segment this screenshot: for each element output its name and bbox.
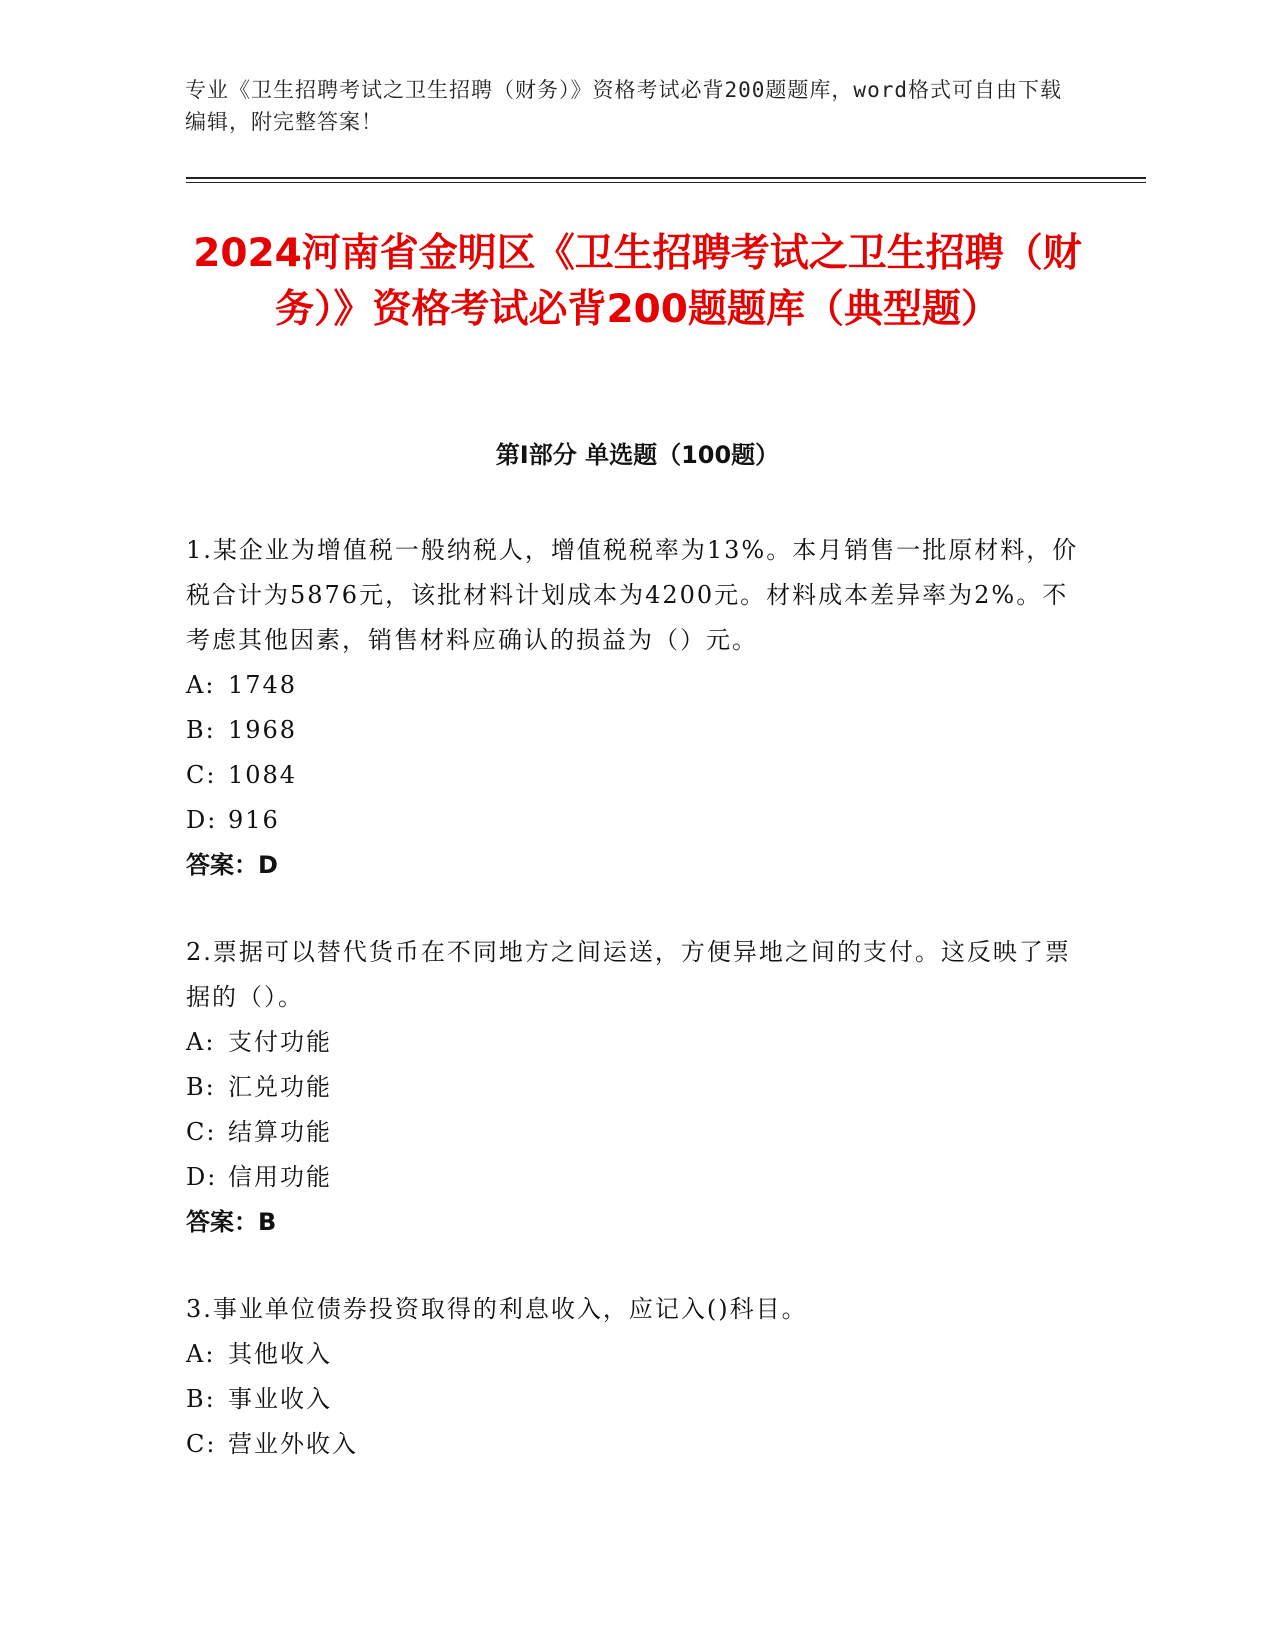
option-letter: A: (186, 1028, 216, 1056)
option-b (186, 1377, 1086, 1422)
option-c (186, 753, 1086, 798)
option-text: 营业外收入 (228, 1430, 358, 1458)
option-text: 信用功能 (228, 1163, 332, 1191)
option-text: 汇兑功能 (228, 1073, 332, 1101)
option-a (186, 1020, 1086, 1065)
option-letter: C: (186, 1118, 217, 1146)
option-text: 1968 (228, 716, 298, 744)
header-divider-thin (186, 182, 1146, 183)
option-b (186, 708, 1086, 753)
section-title: 第Ⅰ部分 单选题（100题） (495, 441, 780, 469)
option-text: 1084 (228, 761, 298, 789)
option-d (186, 1155, 1086, 1200)
option-letter: B: (186, 716, 216, 744)
document-title: 2024河南省金明区《卫生招聘考试之卫生招聘（财务）》资格考试必背200题题库（典型题） (193, 231, 1082, 332)
option-letter: D: (186, 1163, 218, 1191)
option-c (186, 1110, 1086, 1155)
option-letter: C: (186, 761, 217, 789)
question-item (186, 1287, 1086, 1467)
option-text: 1748 (228, 671, 298, 699)
question-item (186, 930, 1086, 1245)
header-divider-thick (186, 177, 1146, 179)
answer-line: 答案：D (186, 851, 278, 879)
option-letter: C: (186, 1430, 217, 1458)
option-text: 916 (228, 806, 280, 834)
option-letter: B: (186, 1385, 216, 1413)
question-stem: 3.事业单位债券投资取得的利息收入，应记入()科目。 (186, 1295, 808, 1323)
option-letter: B: (186, 1073, 216, 1101)
option-a (186, 1332, 1086, 1377)
answer-line: 答案：B (186, 1208, 277, 1236)
option-text: 其他收入 (228, 1340, 332, 1368)
option-text: 事业收入 (228, 1385, 332, 1413)
option-text: 支付功能 (228, 1028, 332, 1056)
option-letter: A: (186, 671, 216, 699)
option-letter: D: (186, 806, 218, 834)
question-stem: 1.某企业为增值税一般纳税人，增值税税率为13%。本月销售一批原材料，价税合计为5876元，该批材料计划成本为4200元。材料成本差异率为2%。不考虑其他因素，销售材料应确认的损益为（）元。 (186, 536, 1079, 654)
option-c (186, 1422, 1086, 1467)
question-item (186, 528, 1086, 888)
option-d (186, 798, 1086, 843)
option-a (186, 663, 1086, 708)
question-stem: 2.票据可以替代货币在不同地方之间运送，方便异地之间的支付。这反映了票据的（）。 (186, 938, 1071, 1011)
header-note: 专业《卫生招聘考试之卫生招聘（财务）》资格考试必背200题题库，word格式可自由下载编辑，附完整答案！ (185, 78, 1062, 134)
question-list (186, 528, 1086, 1509)
option-letter: A: (186, 1340, 216, 1368)
option-b (186, 1065, 1086, 1110)
option-text: 结算功能 (228, 1118, 332, 1146)
